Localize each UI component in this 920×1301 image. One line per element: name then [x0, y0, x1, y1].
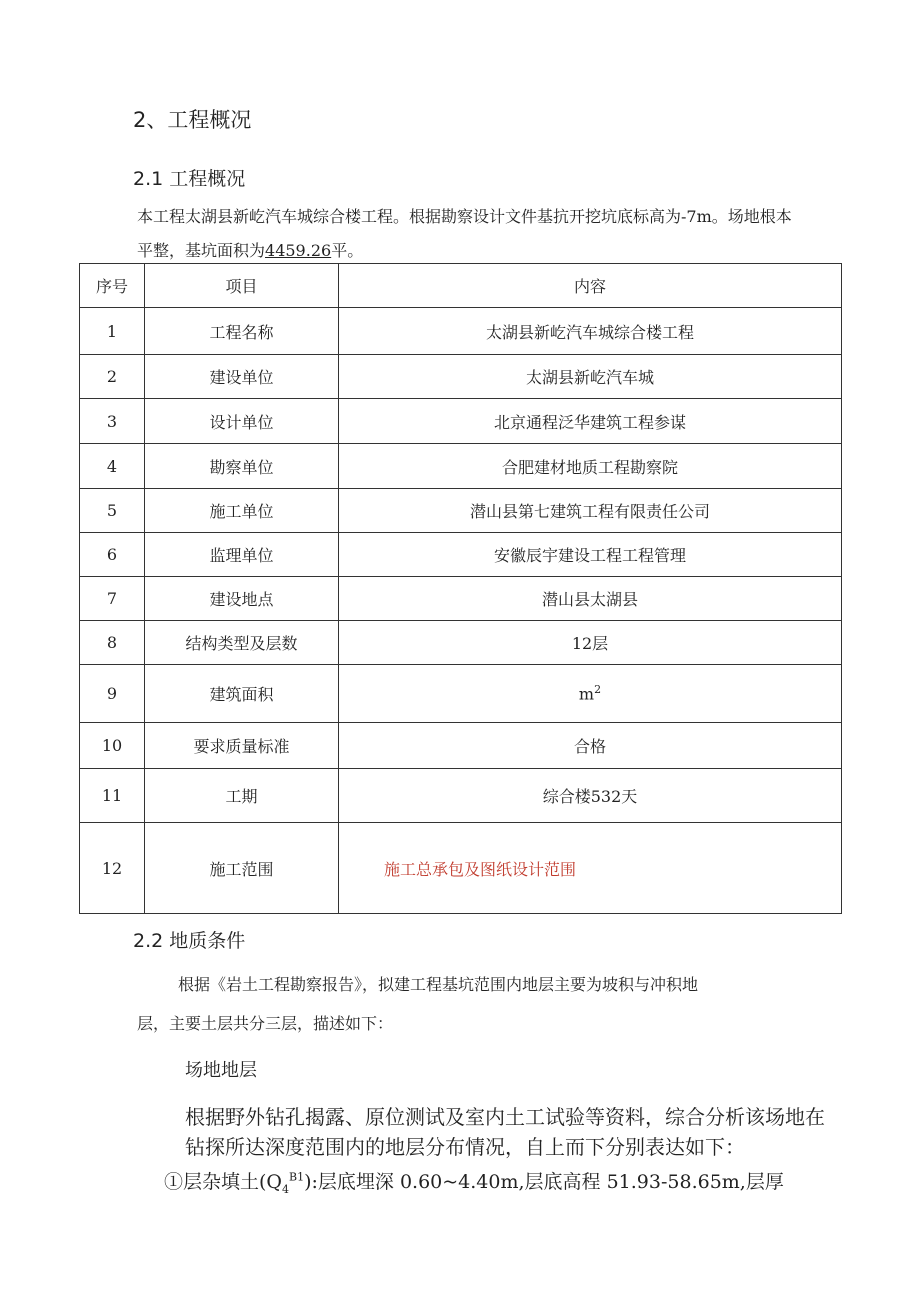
layer1-prefix: ①层杂填土(Q: [164, 1171, 282, 1193]
subsection-title-overview: 2.1 工程概况: [133, 168, 246, 190]
row-content: 潜山县第七建筑工程有限责任公司: [339, 489, 842, 533]
row-item: 建设地点: [145, 577, 339, 621]
layer1-description: [164, 1167, 784, 1196]
row-content: 综合楼532天: [339, 769, 842, 823]
geology-paragraph-line2: 层，主要土层共分三层，描述如下：: [137, 1014, 394, 1033]
layer1-subscript: 4: [282, 1182, 289, 1196]
table-row: [80, 489, 842, 533]
table-row: [80, 577, 842, 621]
header-content: 内容: [339, 264, 842, 308]
row-item: 建筑面积: [145, 665, 339, 723]
row-no: 5: [80, 489, 145, 533]
intro-line2-prefix: 平整，基坑面积为: [137, 241, 266, 260]
row-content: 合格: [339, 723, 842, 769]
row-content: 北京通程泛华建筑工程参谋: [339, 399, 842, 444]
row-item: 施工单位: [145, 489, 339, 533]
table-header-row: [80, 264, 842, 308]
header-no: 序号: [80, 264, 145, 308]
intro-paragraph-line1: 本工程太湖县新屹汽车城综合楼工程。根据勘察设计文件基抗开挖坑底标高为-7m。场地根本: [137, 207, 792, 226]
row-no: 3: [80, 399, 145, 444]
row-content: 安徽辰宇建设工程工程管理: [339, 533, 842, 577]
row-content: 合肥建材地质工程勘察院: [339, 444, 842, 489]
row-no: 1: [80, 308, 145, 355]
layer1-suffix: ):层底埋深 0.60~4.40m,层底高程 51.93-58.65m,层厚: [304, 1171, 784, 1193]
site-strata-heading: 场地地层: [185, 1060, 257, 1081]
table-row: [80, 399, 842, 444]
row-content: 潜山县太湖县: [339, 577, 842, 621]
row-no: 9: [80, 665, 145, 723]
row-no: 8: [80, 621, 145, 665]
subsection-title-geology: 2.2 地质条件: [133, 930, 246, 952]
row-item: 工期: [145, 769, 339, 823]
row-no: 6: [80, 533, 145, 577]
row-item: 建设单位: [145, 355, 339, 399]
row-content: 12层: [339, 621, 842, 665]
header-item: 项目: [145, 264, 339, 308]
row-no: 10: [80, 723, 145, 769]
table-row: [80, 769, 842, 823]
row-no: 4: [80, 444, 145, 489]
layer1-superscript: B1: [289, 1170, 305, 1184]
row-content: [339, 823, 842, 914]
site-strata-line1: 根据野外钻孔揭露、原位测试及室内土工试验等资料，综合分析该场地在: [185, 1105, 825, 1129]
row-item: 结构类型及层数: [145, 621, 339, 665]
table-row: [80, 533, 842, 577]
row-content: 太湖县新屹汽车城综合楼工程: [339, 308, 842, 355]
row-item: 工程名称: [145, 308, 339, 355]
section-title: 2、工程概况: [133, 108, 252, 132]
row-item: 勘察单位: [145, 444, 339, 489]
intro-line2-suffix: 平。: [331, 241, 364, 260]
row-item: 施工范围: [145, 823, 339, 914]
table-row: [80, 723, 842, 769]
area-unit-superscript: 2: [594, 683, 602, 697]
area-unit: m: [578, 684, 595, 704]
table-row: [80, 308, 842, 355]
site-area-value: 4459.26: [265, 241, 332, 260]
table-row: [80, 621, 842, 665]
construction-scope-text: 施工总承包及图纸设计范围: [384, 859, 577, 879]
row-content: 太湖县新屹汽车城: [339, 355, 842, 399]
row-no: 2: [80, 355, 145, 399]
row-no: 7: [80, 577, 145, 621]
table-row: [80, 823, 842, 914]
table-row: [80, 355, 842, 399]
table-row: [80, 665, 842, 723]
intro-paragraph-line2: [137, 238, 363, 261]
table-row: [80, 444, 842, 489]
geology-paragraph-line1: 根据《岩土工程勘察报告》，拟建工程基坑范围内地层主要为坡积与冲积地: [178, 975, 699, 994]
row-item: 监理单位: [145, 533, 339, 577]
row-no: 11: [80, 769, 145, 823]
row-content: [339, 665, 842, 723]
row-item: 设计单位: [145, 399, 339, 444]
site-strata-line2: 钻探所达深度范围内的地层分布情况，自上而下分别表达如下：: [185, 1135, 745, 1159]
row-no: 12: [80, 823, 145, 914]
project-info-table: [79, 263, 842, 914]
row-item: 要求质量标准: [145, 723, 339, 769]
